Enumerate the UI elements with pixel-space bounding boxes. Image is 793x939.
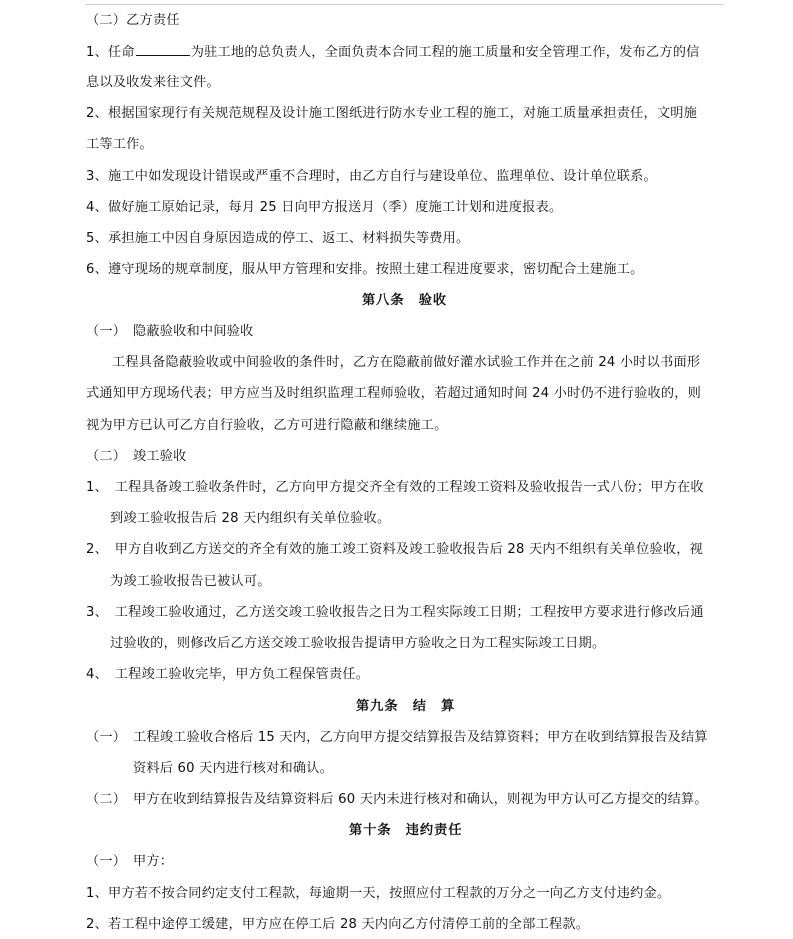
clause-b1-cont: 息以及收发来往文件。 [86, 75, 220, 90]
completion-item-1-cont: 到竣工验收报告后 28 天内组织有关单位验收。 [110, 511, 391, 526]
breach-item-2: 2、若工程中途停工缓建，甲方应在停工后 28 天内向乙方付清停工前的全部工程款。 [86, 917, 590, 932]
paragraph-concealed-3: 视为甲方已认可乙方自行验收，乙方可进行隐蔽和继续施工。 [86, 418, 448, 433]
clause-b4: 4、做好施工原始记录，每月 25 日向甲方报送月（季）度施工计划和进度报表。 [86, 200, 563, 215]
clause-b2: 2、根据国家现行有关规范规程及设计施工图纸进行防水专业工程的施工，对施工质量承担责任，文明施 [86, 106, 698, 121]
clause-b3: 3、施工中如发现设计错误或严重不合理时，由乙方自行与建设单位、监理单位、设计单位联系。 [86, 169, 657, 184]
subsection-concealed-inspection: （一） 隐蔽验收和中间验收 [86, 324, 254, 339]
article-8-heading: 第八条 验收 [362, 293, 448, 308]
settlement-item-1: （一） 工程竣工验收合格后 15 天内，乙方向甲方提交结算报告及结算资料；甲方在收到结算报告及结算 [86, 730, 708, 745]
breach-item-1: 1、甲方若不按合同约定支付工程款，每逾期一天，按照应付工程款的万分之一向乙方支付违约金。 [86, 886, 671, 901]
completion-item-3: 3、 工程竣工验收通过，乙方送交竣工验收报告之日为工程实际竣工日期；工程按甲方要求进行修改后通 [86, 605, 704, 620]
clause-b1-start: 1、任命 [86, 45, 135, 60]
article-9-heading: 第九条 结 算 [356, 699, 456, 714]
paragraph-concealed-1: 工程具备隐蔽验收或中间验收的条件时，乙方在隐蔽前做好灌水试验工作并在之前 24 小时以书面形 [112, 355, 701, 370]
clause-b5: 5、承担施工中因自身原因造成的停工、返工、材料损失等费用。 [86, 231, 470, 246]
settlement-item-1-cont: 资料后 60 天内进行核对和确认。 [133, 761, 334, 776]
section-heading-party-b: （二）乙方责任 [86, 13, 180, 28]
clause-b1 [86, 43, 700, 62]
clause-b1-rest: 为驻工地的总负责人，全面负责本合同工程的施工质量和安全管理工作，发布乙方的信 [190, 45, 700, 60]
article-10-heading: 第十条 违约责任 [349, 823, 463, 838]
completion-item-2-cont: 为竣工验收报告已被认可。 [110, 574, 271, 589]
clause-b6: 6、遵守现场的规章制度，服从甲方管理和安排。按照土建工程进度要求，密切配合土建施工。 [86, 262, 644, 277]
completion-item-2: 2、 甲方自收到乙方送交的齐全有效的施工竣工资料及竣工验收报告后 28 天内不组织有关单位验收，视 [86, 542, 704, 557]
completion-item-4: 4、 工程竣工验收完毕，甲方负工程保管责任。 [86, 667, 370, 682]
paragraph-concealed-2: 式通知甲方现场代表；甲方应当及时组织监理工程师验收，若超过通知时间 24 小时仍不进行验收的，则 [86, 386, 702, 401]
completion-item-1: 1、 工程具备竣工验收条件时，乙方向甲方提交齐全有效的工程竣工资料及验收报告一式八份；甲方在收 [86, 480, 704, 495]
name-blank [136, 43, 190, 56]
completion-item-3-cont: 过验收的，则修改后乙方送交竣工验收报告提请甲方验收之日为工程实际竣工日期。 [110, 636, 606, 651]
subsection-completion-inspection: （二） 竣工验收 [86, 449, 187, 464]
clause-b2-cont: 工等工作。 [86, 137, 153, 152]
settlement-item-2: （二） 甲方在收到结算报告及结算资料后 60 天内未进行核对和确认，则视为甲方认可乙方提交的结算。 [86, 792, 708, 807]
subsection-party-a: （一） 甲方： [86, 854, 174, 869]
header-rule [86, 4, 724, 5]
